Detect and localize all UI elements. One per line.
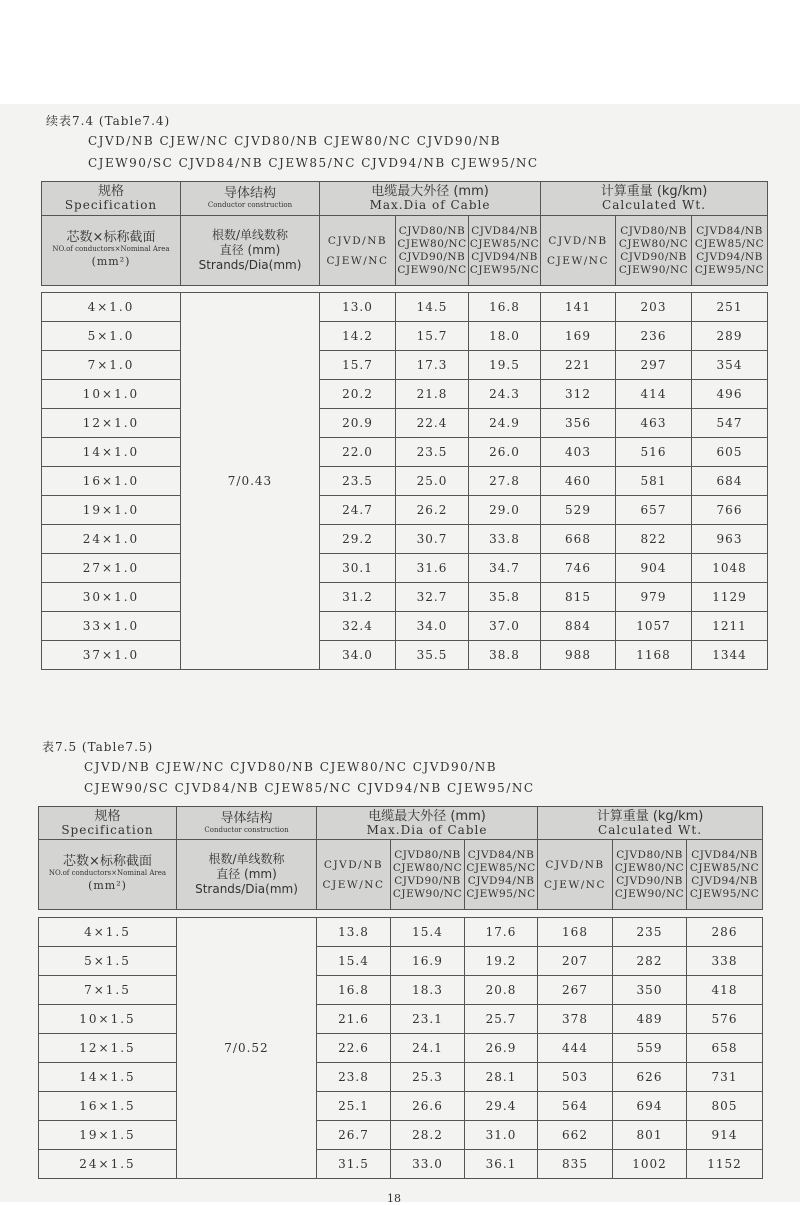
value-cell: 169 [541, 322, 616, 351]
value-cell: 27.8 [469, 467, 541, 496]
value-cell: 403 [541, 438, 616, 467]
value-cell: 694 [613, 1092, 687, 1121]
value-cell: 626 [613, 1063, 687, 1092]
value-cell: 731 [687, 1063, 763, 1092]
value-cell: 22.6 [317, 1034, 391, 1063]
cores-cell: 5×1.5 [39, 947, 177, 976]
value-cell: 236 [616, 322, 692, 351]
value-cell: 22.4 [396, 409, 469, 438]
value-cell: 289 [692, 322, 768, 351]
table-row [42, 525, 768, 554]
value-cell: 463 [616, 409, 692, 438]
value-cell: 312 [541, 380, 616, 409]
table-caption: 表7.5 (Table7.5) [42, 740, 154, 754]
cores-cell: 4×1.0 [42, 293, 181, 322]
value-cell: 20.8 [465, 976, 538, 1005]
value-cell: 33.0 [391, 1150, 465, 1179]
value-cell: 658 [687, 1034, 763, 1063]
value-cell: 16.9 [391, 947, 465, 976]
value-cell: 23.5 [396, 438, 469, 467]
data-table [38, 917, 763, 1179]
value-cell: 1002 [613, 1150, 687, 1179]
value-cell: 26.2 [396, 496, 469, 525]
value-cell: 988 [541, 641, 616, 670]
cores-cell: 16×1.5 [39, 1092, 177, 1121]
value-cell: 17.3 [396, 351, 469, 380]
value-cell: 13.0 [320, 293, 396, 322]
weight-header: 计算重量 (kg/km) Calculated Wt. [538, 807, 763, 840]
value-cell: 168 [538, 918, 613, 947]
value-cell: 15.7 [320, 351, 396, 380]
value-cell: 1048 [692, 554, 768, 583]
value-cell: 668 [541, 525, 616, 554]
value-cell: 564 [538, 1092, 613, 1121]
table-row [42, 554, 768, 583]
value-cell: 547 [692, 409, 768, 438]
strands-cell: 7/0.43 [181, 293, 320, 670]
value-cell: 1129 [692, 583, 768, 612]
value-cell: 19.5 [469, 351, 541, 380]
value-cell: 1344 [692, 641, 768, 670]
table-header [41, 181, 768, 286]
value-cell: 26.0 [469, 438, 541, 467]
cable-models-line: CJVD/NB CJEW/NC CJVD80/NB CJEW80/NC CJVD90/NB [84, 760, 498, 774]
value-cell: 33.8 [469, 525, 541, 554]
value-cell: 18.0 [469, 322, 541, 351]
value-cell: 489 [613, 1005, 687, 1034]
table-row [39, 947, 763, 976]
value-cell: 963 [692, 525, 768, 554]
strands-cell: 7/0.52 [177, 918, 317, 1179]
value-cell: 31.0 [465, 1121, 538, 1150]
cores-cell: 7×1.5 [39, 976, 177, 1005]
value-cell: 350 [613, 976, 687, 1005]
table-row [39, 1092, 763, 1121]
value-cell: 23.8 [317, 1063, 391, 1092]
value-cell: 235 [613, 918, 687, 947]
cores-cell: 14×1.5 [39, 1063, 177, 1092]
value-cell: 31.5 [317, 1150, 391, 1179]
model-group-1: CJVD/NB CJEW/NC [541, 216, 616, 286]
value-cell: 31.2 [320, 583, 396, 612]
value-cell: 378 [538, 1005, 613, 1034]
value-cell: 17.6 [465, 918, 538, 947]
model-group-2: CJVD80/NB CJEW80/NC CJVD90/NB CJEW90/NC [613, 840, 687, 910]
value-cell: 356 [541, 409, 616, 438]
value-cell: 25.7 [465, 1005, 538, 1034]
table-row [42, 467, 768, 496]
value-cell: 414 [616, 380, 692, 409]
value-cell: 14.2 [320, 322, 396, 351]
cores-cell: 4×1.5 [39, 918, 177, 947]
value-cell: 1152 [687, 1150, 763, 1179]
conductor-header: 导体结构 Conductor construction [181, 182, 320, 216]
value-cell: 24.1 [391, 1034, 465, 1063]
conductor-header: 导体结构 Conductor construction [177, 807, 317, 840]
table-row [39, 1150, 763, 1179]
value-cell: 20.9 [320, 409, 396, 438]
value-cell: 38.8 [469, 641, 541, 670]
max-dia-header: 电缆最大外径 (mm) Max.Dia of Cable [317, 807, 538, 840]
value-cell: 21.6 [317, 1005, 391, 1034]
model-group-3: CJVD84/NB CJEW85/NC CJVD94/NB CJEW95/NC [692, 216, 768, 286]
value-cell: 835 [538, 1150, 613, 1179]
value-cell: 35.8 [469, 583, 541, 612]
table-caption: 续表7.4 (Table7.4) [46, 114, 171, 128]
value-cell: 24.7 [320, 496, 396, 525]
value-cell: 297 [616, 351, 692, 380]
table-row [42, 612, 768, 641]
cable-models-line: CJEW90/SC CJVD84/NB CJEW85/NC CJVD94/NB CJEW95/NC [84, 781, 535, 795]
value-cell: 503 [538, 1063, 613, 1092]
table-row [42, 351, 768, 380]
value-cell: 605 [692, 438, 768, 467]
value-cell: 14.5 [396, 293, 469, 322]
value-cell: 418 [687, 976, 763, 1005]
value-cell: 684 [692, 467, 768, 496]
value-cell: 34.0 [320, 641, 396, 670]
value-cell: 18.3 [391, 976, 465, 1005]
value-cell: 282 [613, 947, 687, 976]
value-cell: 25.0 [396, 467, 469, 496]
value-cell: 746 [541, 554, 616, 583]
value-cell: 805 [687, 1092, 763, 1121]
table-row [42, 496, 768, 525]
value-cell: 822 [616, 525, 692, 554]
value-cell: 914 [687, 1121, 763, 1150]
value-cell: 32.7 [396, 583, 469, 612]
top-margin [0, 0, 800, 104]
cores-cell: 37×1.0 [42, 641, 181, 670]
table-row [42, 322, 768, 351]
value-cell: 32.4 [320, 612, 396, 641]
value-cell: 15.7 [396, 322, 469, 351]
strands-header: 根数/单线数称 直径 (mm) Strands/Dia(mm) [181, 216, 320, 286]
value-cell: 904 [616, 554, 692, 583]
table-header [38, 806, 763, 910]
page-number: 18 [387, 1192, 401, 1205]
cores-cell: 7×1.0 [42, 351, 181, 380]
value-cell: 516 [616, 438, 692, 467]
value-cell: 657 [616, 496, 692, 525]
table-row [42, 641, 768, 670]
model-group-3: CJVD84/NB CJEW85/NC CJVD94/NB CJEW95/NC [465, 840, 538, 910]
value-cell: 979 [616, 583, 692, 612]
cores-cell: 16×1.0 [42, 467, 181, 496]
value-cell: 34.0 [396, 612, 469, 641]
value-cell: 26.7 [317, 1121, 391, 1150]
value-cell: 21.8 [396, 380, 469, 409]
cores-cell: 24×1.5 [39, 1150, 177, 1179]
value-cell: 23.1 [391, 1005, 465, 1034]
value-cell: 30.1 [320, 554, 396, 583]
value-cell: 20.2 [320, 380, 396, 409]
value-cell: 16.8 [317, 976, 391, 1005]
value-cell: 286 [687, 918, 763, 947]
value-cell: 23.5 [320, 467, 396, 496]
value-cell: 1057 [616, 612, 692, 641]
value-cell: 28.1 [465, 1063, 538, 1092]
model-group-1: CJVD/NB CJEW/NC [317, 840, 391, 910]
value-cell: 13.8 [317, 918, 391, 947]
cores-header: 芯数×标称截面 NO.of conductors×Nominal Area (mm²) [42, 216, 181, 286]
value-cell: 24.3 [469, 380, 541, 409]
cores-cell: 10×1.0 [42, 380, 181, 409]
table-row [42, 380, 768, 409]
value-cell: 662 [538, 1121, 613, 1150]
value-cell: 576 [687, 1005, 763, 1034]
model-group-3: CJVD84/NB CJEW85/NC CJVD94/NB CJEW95/NC [469, 216, 541, 286]
value-cell: 16.8 [469, 293, 541, 322]
value-cell: 203 [616, 293, 692, 322]
value-cell: 815 [541, 583, 616, 612]
cores-header: 芯数×标称截面 NO.of conductors×Nominal Area (mm²) [39, 840, 177, 910]
table-row [42, 293, 768, 322]
value-cell: 581 [616, 467, 692, 496]
value-cell: 26.6 [391, 1092, 465, 1121]
value-cell: 496 [692, 380, 768, 409]
value-cell: 29.0 [469, 496, 541, 525]
value-cell: 1211 [692, 612, 768, 641]
model-group-2: CJVD80/NB CJEW80/NC CJVD90/NB CJEW90/NC [391, 840, 465, 910]
cores-cell: 30×1.0 [42, 583, 181, 612]
cores-cell: 12×1.0 [42, 409, 181, 438]
value-cell: 15.4 [391, 918, 465, 947]
table-row [39, 1005, 763, 1034]
model-group-2: CJVD80/NB CJEW80/NC CJVD90/NB CJEW90/NC [396, 216, 469, 286]
value-cell: 25.1 [317, 1092, 391, 1121]
cores-cell: 5×1.0 [42, 322, 181, 351]
cores-cell: 19×1.0 [42, 496, 181, 525]
value-cell: 15.4 [317, 947, 391, 976]
value-cell: 19.2 [465, 947, 538, 976]
value-cell: 34.7 [469, 554, 541, 583]
cores-cell: 33×1.0 [42, 612, 181, 641]
table-row [42, 583, 768, 612]
value-cell: 529 [541, 496, 616, 525]
model-group-1: CJVD/NB CJEW/NC [538, 840, 613, 910]
table-row [39, 1063, 763, 1092]
value-cell: 460 [541, 467, 616, 496]
value-cell: 221 [541, 351, 616, 380]
value-cell: 30.7 [396, 525, 469, 554]
max-dia-header: 电缆最大外径 (mm) Max.Dia of Cable [320, 182, 541, 216]
table-row [39, 1034, 763, 1063]
cores-cell: 14×1.0 [42, 438, 181, 467]
value-cell: 1168 [616, 641, 692, 670]
value-cell: 22.0 [320, 438, 396, 467]
cores-cell: 24×1.0 [42, 525, 181, 554]
value-cell: 559 [613, 1034, 687, 1063]
cores-cell: 27×1.0 [42, 554, 181, 583]
value-cell: 37.0 [469, 612, 541, 641]
value-cell: 28.2 [391, 1121, 465, 1150]
data-table [41, 292, 768, 670]
value-cell: 26.9 [465, 1034, 538, 1063]
value-cell: 884 [541, 612, 616, 641]
spec-header: 规格 Specification [39, 807, 177, 840]
value-cell: 29.4 [465, 1092, 538, 1121]
table-row [39, 976, 763, 1005]
table-row [39, 918, 763, 947]
value-cell: 35.5 [396, 641, 469, 670]
model-group-2: CJVD80/NB CJEW80/NC CJVD90/NB CJEW90/NC [616, 216, 692, 286]
value-cell: 29.2 [320, 525, 396, 554]
table-row [42, 438, 768, 467]
value-cell: 207 [538, 947, 613, 976]
value-cell: 766 [692, 496, 768, 525]
cores-cell: 10×1.5 [39, 1005, 177, 1034]
spec-header: 规格 Specification [42, 182, 181, 216]
value-cell: 25.3 [391, 1063, 465, 1092]
value-cell: 31.6 [396, 554, 469, 583]
model-group-1: CJVD/NB CJEW/NC [320, 216, 396, 286]
table-row [42, 409, 768, 438]
value-cell: 338 [687, 947, 763, 976]
cores-cell: 19×1.5 [39, 1121, 177, 1150]
table-row [39, 1121, 763, 1150]
value-cell: 36.1 [465, 1150, 538, 1179]
cores-cell: 12×1.5 [39, 1034, 177, 1063]
value-cell: 251 [692, 293, 768, 322]
value-cell: 444 [538, 1034, 613, 1063]
model-group-3: CJVD84/NB CJEW85/NC CJVD94/NB CJEW95/NC [687, 840, 763, 910]
value-cell: 801 [613, 1121, 687, 1150]
cable-models-line: CJEW90/SC CJVD84/NB CJEW85/NC CJVD94/NB CJEW95/NC [88, 156, 539, 170]
value-cell: 24.9 [469, 409, 541, 438]
value-cell: 141 [541, 293, 616, 322]
strands-header: 根数/单线数称 直径 (mm) Strands/Dia(mm) [177, 840, 317, 910]
value-cell: 354 [692, 351, 768, 380]
weight-header: 计算重量 (kg/km) Calculated Wt. [541, 182, 768, 216]
cable-models-line: CJVD/NB CJEW/NC CJVD80/NB CJEW80/NC CJVD90/NB [88, 134, 502, 148]
value-cell: 267 [538, 976, 613, 1005]
